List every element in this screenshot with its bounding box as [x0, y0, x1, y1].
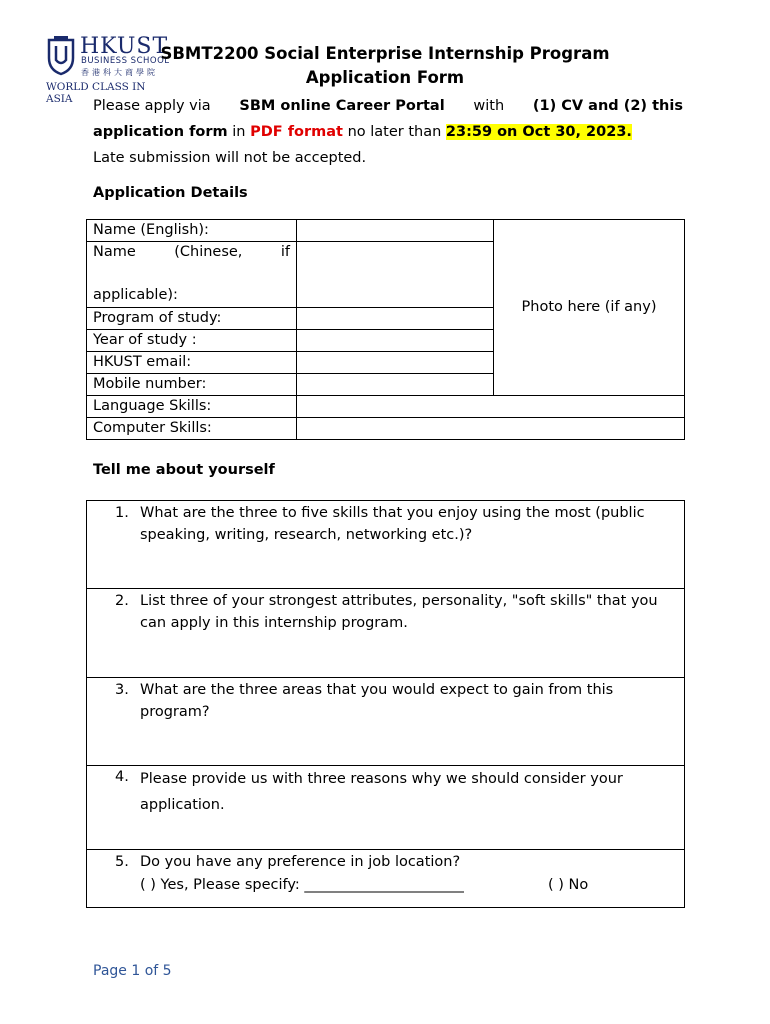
label-computer: Computer Skills: [87, 418, 297, 440]
field-program[interactable] [297, 308, 494, 330]
option-no[interactable]: ( ) No [548, 877, 589, 893]
title-line-2: Application Form [305, 68, 465, 87]
label-year: Year of study : [87, 330, 297, 352]
intro-with: with [473, 98, 505, 114]
title-line-1: SBMT2200 Social Enterprise Internship Program [160, 44, 610, 63]
logo-chinese: 香港科大商學院 [81, 68, 158, 77]
intro-deadline: 23:59 on Oct 30, 2023. [445, 124, 632, 140]
label-name-chinese-d: applicable): [93, 287, 178, 303]
label-name-english: Name (English): [87, 220, 297, 242]
field-year[interactable] [297, 330, 494, 352]
label-program: Program of study: [87, 308, 297, 330]
intro-form: application form [93, 124, 228, 140]
intro-no-later: no later than [347, 124, 442, 140]
field-email[interactable] [297, 352, 494, 374]
page-title [140, 42, 630, 90]
label-name-chinese-c: if [280, 244, 290, 260]
field-mobile[interactable] [297, 374, 494, 396]
label-name-chinese [87, 242, 297, 308]
intro-late-note: Late submission will not be accepted. [93, 150, 367, 166]
intro-text [93, 93, 683, 171]
field-computer[interactable] [297, 418, 685, 440]
question-number: 5. [115, 854, 129, 870]
field-name-chinese[interactable] [297, 242, 494, 308]
question-text: Do you have any preference in job location? [140, 854, 461, 870]
question-3[interactable] [87, 678, 684, 766]
section-about-yourself: Tell me about yourself [93, 462, 275, 478]
question-number: 1. [115, 505, 129, 521]
question-text: Please provide us with three reasons why we should consider your application. [140, 771, 623, 813]
photo-box[interactable] [494, 220, 685, 396]
photo-label: Photo here (if any) [521, 299, 657, 315]
question-number: 2. [115, 593, 129, 609]
option-yes[interactable]: ( ) Yes, Please specify: ______________________ [140, 877, 464, 893]
question-5[interactable] [87, 850, 684, 907]
questions-box [86, 500, 685, 908]
question-number: 4. [115, 769, 129, 785]
label-language: Language Skills: [87, 396, 297, 418]
intro-pdf-format: PDF format [250, 124, 343, 140]
question-text: List three of your strongest attributes, personality, "soft skills" that you can apply in this internship program. [140, 593, 658, 631]
field-language[interactable] [297, 396, 685, 418]
question-number: 3. [115, 682, 129, 698]
section-application-details: Application Details [93, 185, 248, 201]
logo-name: HKUST [80, 34, 169, 59]
page-number: Page 1 of 5 [93, 963, 172, 979]
label-mobile: Mobile number: [87, 374, 297, 396]
intro-requirements: (1) CV and (2) this [532, 98, 683, 114]
label-email: HKUST email: [87, 352, 297, 374]
intro-portal: SBM online Career Portal [239, 98, 445, 114]
application-details-table [86, 219, 685, 440]
crest-icon [46, 36, 76, 76]
question-text: What are the three areas that you would expect to gain from this program? [140, 682, 614, 720]
label-name-chinese-a: Name [93, 244, 136, 260]
intro-apply-via: Please apply via [93, 98, 211, 114]
question-2[interactable] [87, 589, 684, 678]
intro-in: in [232, 124, 246, 140]
question-1[interactable] [87, 501, 684, 589]
logo-school: BUSINESS SCHOOL [81, 56, 170, 66]
logo-tagline: WORLD CLASS IN ASIA [46, 81, 146, 105]
question-text: What are the three to five skills that you enjoy using the most (public speaking, writing, research, networking etc.)? [140, 505, 645, 543]
label-name-chinese-b: (Chinese, [174, 244, 243, 260]
question-4[interactable] [87, 766, 684, 850]
field-name-english[interactable] [297, 220, 494, 242]
